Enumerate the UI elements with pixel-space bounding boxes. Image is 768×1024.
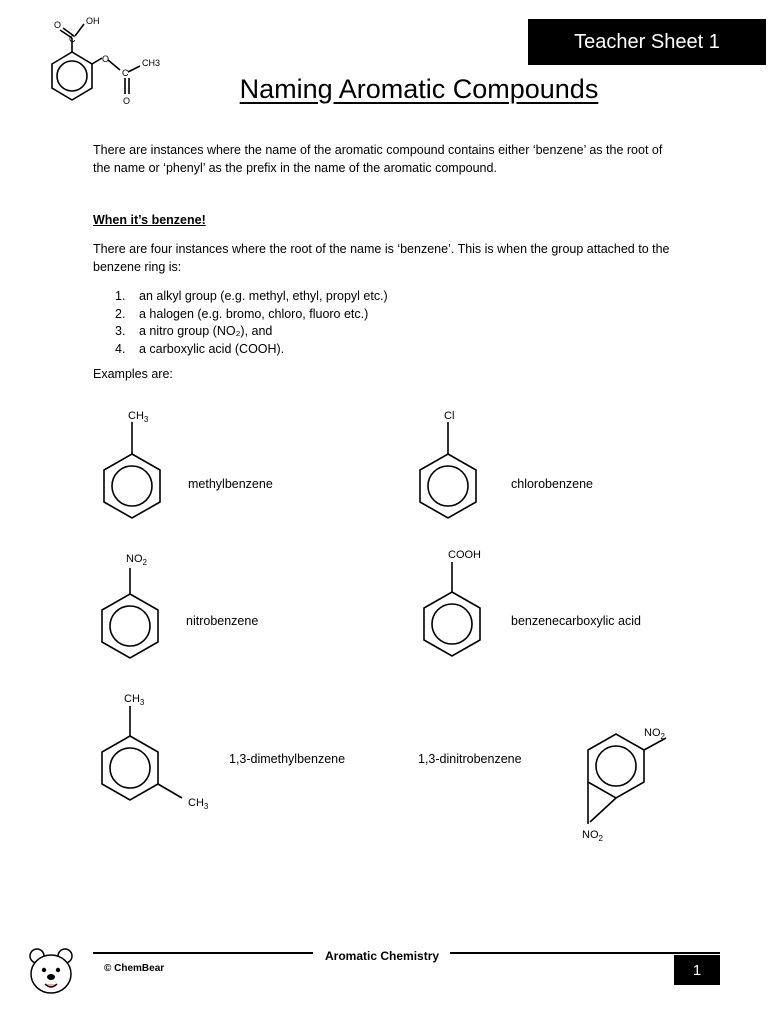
footer-title: Aromatic Chemistry bbox=[325, 949, 440, 963]
compound-name: chlorobenzene bbox=[511, 477, 594, 491]
list-number: 2. bbox=[115, 306, 126, 321]
substituent-label: $NO_2$ bbox=[126, 553, 147, 567]
page-number: 1 bbox=[674, 955, 720, 985]
substituent-label: $NO_2$ bbox=[644, 727, 665, 741]
dinitrobenzene-structure bbox=[548, 720, 678, 850]
list-text: a nitro group (NO₂), and bbox=[139, 324, 273, 338]
intro-paragraph: There are instances where the name of the aromatic compound contains either ‘benzene’ as the root of the name or ‘phenyl’ as the prefix in the name of the aromatic compound. bbox=[93, 143, 663, 175]
aspirin-label: C bbox=[122, 68, 129, 78]
aspirin-label: O bbox=[54, 20, 62, 30]
substituent-label: $CH_3$ bbox=[124, 693, 145, 707]
substituent-label: $CH_3$ bbox=[128, 410, 149, 424]
list-number: 3. bbox=[115, 324, 126, 338]
aspirin-structure bbox=[20, 14, 180, 124]
substituent-label: $CH_3$ bbox=[188, 797, 209, 811]
aspirin-label: O bbox=[102, 54, 110, 64]
teacher-sheet-tag: Teacher Sheet 1 bbox=[528, 19, 766, 65]
dimethylbenzene-structure bbox=[94, 686, 224, 816]
page-title: Naming Aromatic Compounds bbox=[239, 74, 599, 104]
substituent-list bbox=[115, 288, 615, 358]
compound-name: methylbenzene bbox=[188, 477, 273, 491]
footer-divider bbox=[93, 952, 313, 954]
substituent-label: COOH bbox=[448, 549, 481, 561]
aspirin-label: CH3 bbox=[142, 58, 161, 68]
list-text: a carboxylic acid (COOH). bbox=[139, 341, 285, 356]
section-paragraph: There are four instances where the root of the name is ‘benzene’. This is when the group attached to the benzene ring is: bbox=[93, 242, 670, 274]
examples-label: Examples are: bbox=[93, 367, 173, 381]
compound-name: 1,3-dimethylbenzene bbox=[229, 752, 346, 766]
list-item bbox=[115, 341, 615, 359]
section-heading: When it’s benzene! bbox=[93, 213, 206, 227]
compound-name: 1,3-dinitrobenzene bbox=[418, 752, 522, 766]
copyright-text: © ChemBear bbox=[104, 963, 165, 974]
list-number: 4. bbox=[115, 341, 126, 356]
list-item bbox=[115, 323, 615, 341]
list-text: a halogen (e.g. bromo, chloro, fluoro etc.) bbox=[139, 306, 369, 321]
list-number: 1. bbox=[115, 289, 126, 303]
methylbenzene-structure bbox=[96, 404, 176, 529]
list-text: an alkyl group (e.g. methyl, ethyl, propyl etc.) bbox=[139, 289, 388, 303]
list-item bbox=[115, 306, 615, 324]
aspirin-label: C bbox=[69, 34, 76, 44]
chembear-logo-icon bbox=[25, 946, 77, 998]
nitrobenzene-structure bbox=[94, 546, 174, 671]
list-item bbox=[115, 288, 615, 306]
benzoic-acid-structure bbox=[412, 544, 502, 669]
substituent-label: $NO_2$ bbox=[582, 829, 603, 843]
compound-name: benzenecarboxylic acid bbox=[511, 614, 641, 628]
aspirin-label: O bbox=[123, 96, 131, 106]
chlorobenzene-structure bbox=[412, 404, 492, 529]
compound-name: nitrobenzene bbox=[186, 614, 259, 628]
footer-divider bbox=[450, 952, 720, 954]
aspirin-label: OH bbox=[86, 16, 100, 26]
substituent-label: Cl bbox=[444, 410, 455, 422]
